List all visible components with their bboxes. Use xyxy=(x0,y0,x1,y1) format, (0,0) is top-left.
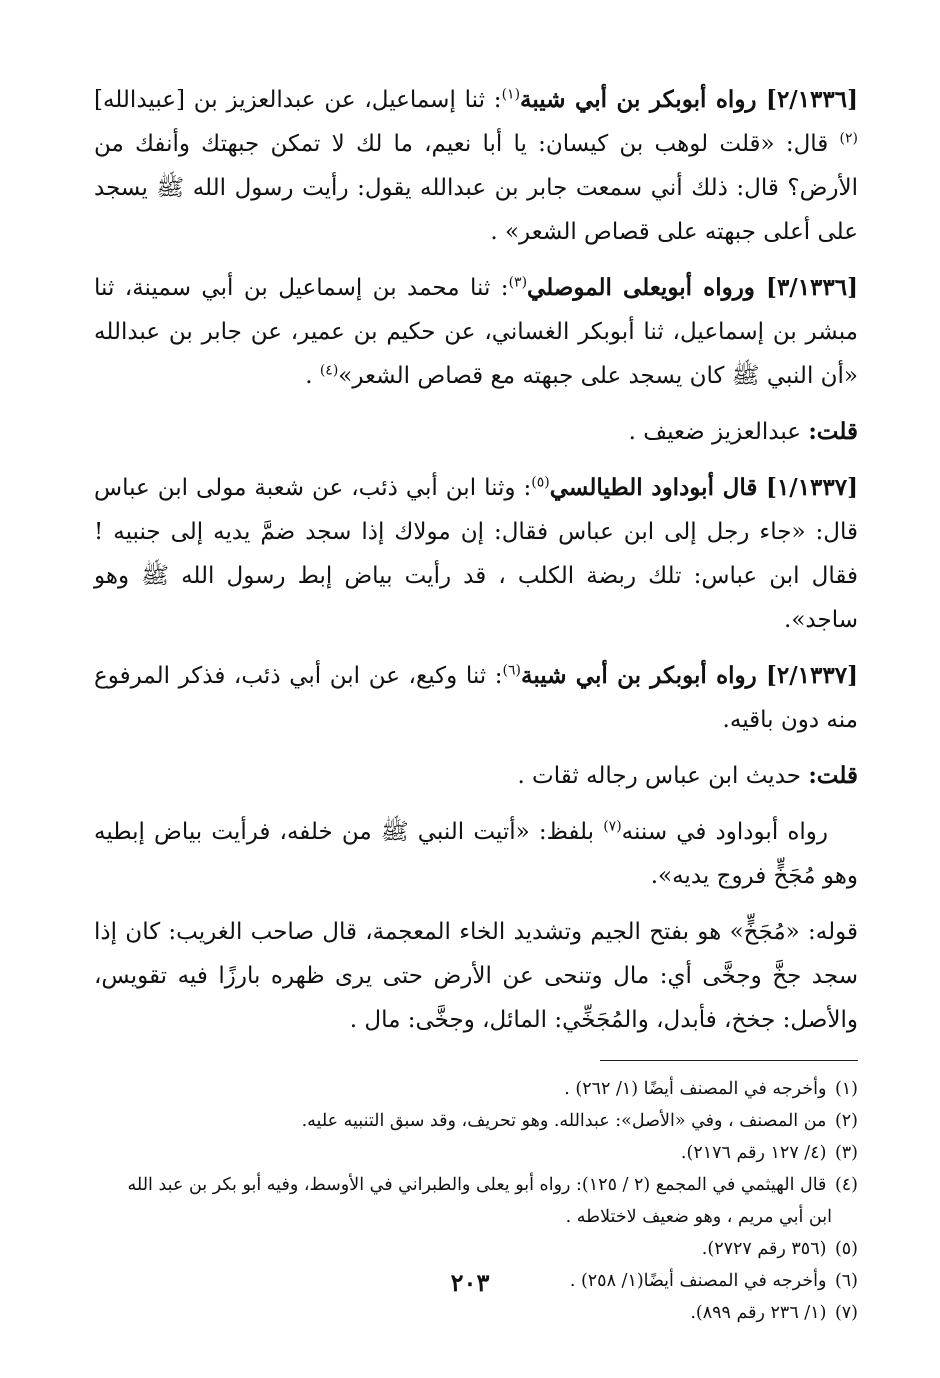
footnote-number: (٦) xyxy=(834,1271,858,1291)
comment-lead: قلت: xyxy=(808,418,858,445)
paragraph-abudawud xyxy=(94,810,858,898)
footnote-number: (٥) xyxy=(834,1239,858,1259)
footnote-marker[interactable]: (٦) xyxy=(502,662,521,679)
paragraph-hadith-1336-3 xyxy=(94,266,858,398)
footnote-number: (٤) xyxy=(834,1175,858,1195)
footnote xyxy=(94,1169,858,1201)
hadith-text: : ثنا إسماعيل، عن عبدالعزيز بن [عبيدالله] xyxy=(94,87,502,113)
hadith-reference: [٢/١٣٣٦] رواه أبوبكر بن أبي شيبة xyxy=(520,86,858,113)
comment-text: عبدالعزيز ضعيف . xyxy=(628,419,809,445)
footnote xyxy=(94,1105,858,1137)
footnote-number: (٢) xyxy=(834,1111,858,1131)
body-text: بلفظ: «أتيت النبي ﷺ من خلفه، فرأيت بياض إبطيه وهو مُجَخٍّ فروج يديه». xyxy=(94,819,858,889)
footnote-text: وأخرجه في المصنف أيضًا (١/ ٢٦٢) . xyxy=(564,1079,827,1099)
paragraph-hadith-1337-1 xyxy=(94,466,858,642)
footnote xyxy=(94,1233,858,1265)
paragraph-comment xyxy=(94,410,858,454)
body-text: رواه أبوداود في سننه xyxy=(621,819,828,845)
footnote xyxy=(94,1297,858,1329)
footnote-text: وأخرجه في المصنف أيضًا(١/ ٢٥٨) . xyxy=(569,1271,827,1291)
hadith-text: قال: «قلت لوهب بن كيسان: يا أبا نعيم، ما لك لا تمكن جبهتك وأنفك من الأرض؟ قال: ذلك أني سمعت جابر بن عبدالله يقول: رأيت رسول الله ﷺ يسجد على أعلى جبهته على قصاص الشعر» . xyxy=(94,131,858,245)
hadith-reference: [١/١٣٣٧] قال أبوداود الطيالسي xyxy=(549,474,858,501)
hadith-text: : ثنا محمد بن إسماعيل بن أبي سمينة، ثنا مبشر بن إسماعيل، ثنا أبوبكر الغساني، عن حكيم بن عمير، عن جابر بن عبدالله «أن النبي ﷺ كان يسجد على جبهته مع قصاص الشعر» xyxy=(94,275,858,389)
footnote-divider xyxy=(600,1060,858,1061)
footnote-number: (٣) xyxy=(834,1143,858,1163)
hadith-text: : وثنا ابن أبي ذئب، عن شعبة مولى ابن عباس قال: «جاء رجل إلى ابن عباس فقال: إن مولاك إذا سجد ضمَّ يديه إلى جنبيه ! فقال ابن عباس: تلك ربضة الكلب ، قد رأيت بياض إبط رسول الله ﷺ وهو ساجد». xyxy=(94,475,858,633)
footnote-number: (٧) xyxy=(834,1303,858,1323)
paragraph-hadith-1337-2 xyxy=(94,654,858,742)
comment-text: حديث ابن عباس رجاله ثقات . xyxy=(517,763,809,789)
comment-lead: قلت: xyxy=(808,762,858,789)
hadith-text: . xyxy=(305,363,320,389)
footnote-marker[interactable]: (٧) xyxy=(603,818,622,835)
footnote-marker[interactable]: (٤) xyxy=(319,362,339,379)
hadith-reference: [٣/١٣٣٦] ورواه أبويعلى الموصلي xyxy=(527,274,858,301)
footnote-text: من المصنف ، وفي «الأصل»: عبدالله. وهو تحريف، وقد سبق التنبيه عليه. xyxy=(301,1111,827,1131)
footnote-text: (٣٥٦ رقم ٢٧٢٧). xyxy=(701,1239,827,1259)
footnote-marker[interactable]: (١) xyxy=(501,86,521,103)
footnote-marker[interactable]: (٥) xyxy=(531,474,550,491)
footnote-text: (١/ ٢٣٦ رقم ٨٩٩). xyxy=(690,1303,827,1323)
page-number: ٢٠٣ xyxy=(450,1268,490,1297)
paragraph-comment xyxy=(94,754,858,798)
hadith-reference: [٢/١٣٣٧] رواه أبوبكر بن أبي شيبة xyxy=(521,662,858,689)
footnote-text: قال الهيثمي في المجمع (٢ / ١٢٥): رواه أبو يعلى والطبراني في الأوسط، وفيه أبو بكر بن عبد الله xyxy=(127,1175,827,1195)
footnote-text: (٤/ ١٢٧ رقم ٢١٧٦). xyxy=(680,1143,827,1163)
paragraph-hadith-1336-2 xyxy=(94,78,858,254)
footnote xyxy=(94,1137,858,1169)
footnote-number: (١) xyxy=(834,1079,858,1099)
paragraph-explanation xyxy=(94,910,858,1042)
body-text: قوله: «مُجَخٍّ» هو بفتح الجيم وتشديد الخاء المعجمة، قال صاحب الغريب: كان إذا سجد جخَّ وجخَّى أي: مال وتنحى عن الأرض حتى يرى ظهره بارزًا فيه تقويس، والأصل: جخخ، فأبدل، والمُجَخِّي: المائل، وجخَّى: مال . xyxy=(94,919,858,1033)
hadith-text: : ثنا وكيع، عن ابن أبي ذئب، فذكر المرفوع منه دون باقيه. xyxy=(94,663,858,733)
footnote-marker[interactable]: (٣) xyxy=(508,274,528,291)
footnote xyxy=(94,1073,858,1105)
footnote-continuation: ابن أبي مريم ، وهو ضعيف لاختلاطه . xyxy=(565,1207,832,1227)
footnote-marker[interactable]: (٢) xyxy=(839,130,858,147)
